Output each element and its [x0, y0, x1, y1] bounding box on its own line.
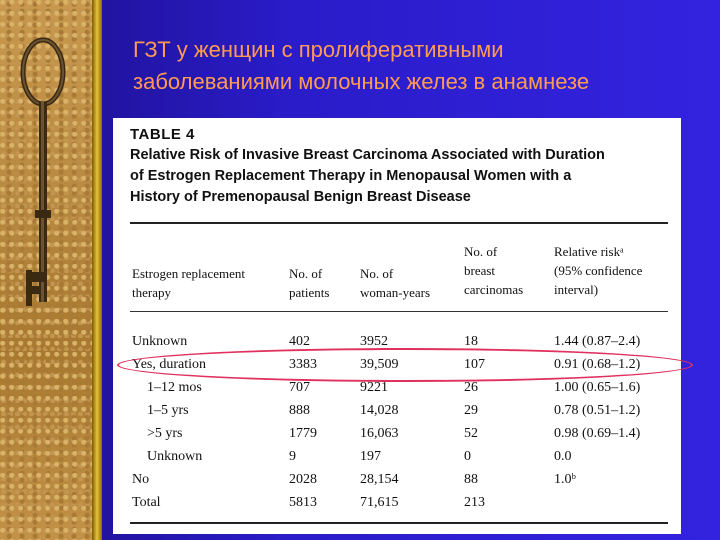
col-header-patients: No. of patients: [289, 266, 330, 300]
table-cell-carcinomas: 107: [464, 357, 485, 372]
table-cell-patients: 1779: [289, 426, 317, 441]
table-cell-woman-years: 39,509: [360, 357, 399, 372]
table-cell-woman-years: 197: [360, 449, 381, 464]
table-caption: [130, 124, 670, 208]
highlight-ellipse: [117, 348, 693, 382]
table-cell-label: Unknown: [147, 449, 203, 464]
table-image-panel: [113, 118, 681, 534]
title-line-1: ГЗТ у женщин с пролиферативными: [133, 37, 504, 62]
table-cell-carcinomas: 213: [464, 495, 485, 510]
table-cell-carcinomas: 52: [464, 426, 478, 441]
key-icon: [8, 30, 78, 330]
table-cell-rr: 1.44 (0.87–2.4): [554, 334, 641, 349]
table-cell-label: Unknown: [132, 334, 188, 349]
title-line-2: заболеваниями молочных желез в анамнезе: [133, 69, 590, 94]
table-cell-woman-years: 14,028: [360, 403, 399, 418]
table-bottom-rule: [130, 522, 668, 524]
table-row: [113, 380, 681, 403]
col-header-woman-years: No. of woman-years: [360, 266, 431, 300]
caption-line: of Estrogen Replacement Therapy in Menopausal Women with a: [130, 168, 572, 184]
table-cell-label: Total: [132, 495, 161, 510]
header-rule: [130, 311, 668, 312]
table-row: [113, 426, 681, 449]
table-cell-rr: 1.00 (0.65–1.6): [554, 380, 641, 395]
table-cell-patients: 2028: [289, 472, 317, 487]
table-cell-label: Yes, duration: [132, 357, 207, 372]
table-cell-patients: 707: [289, 380, 310, 395]
table-cell-rr: 0.91 (0.68–1.2): [554, 357, 641, 372]
table-cell-rr: 0.78 (0.51–1.2): [554, 403, 641, 418]
table-label: TABLE 4: [130, 126, 195, 143]
table-cell-carcinomas: 29: [464, 403, 478, 418]
table-cell-woman-years: 3952: [360, 334, 388, 349]
table-cell-carcinomas: 88: [464, 472, 478, 487]
table-cell-rr: 0.0: [554, 449, 572, 464]
table-cell-patients: 3383: [289, 357, 317, 372]
table-cell-rr: 0.98 (0.69–1.4): [554, 426, 641, 441]
caption-line: Relative Risk of Invasive Breast Carcinoma Associated with Duration: [130, 147, 605, 163]
gold-divider-bar: [92, 0, 102, 540]
col-header-carcinomas: No. of breast carcinomas: [464, 244, 524, 297]
table-row: [113, 495, 681, 518]
table-cell-patients: 888: [289, 403, 310, 418]
table-cell-carcinomas: 0: [464, 449, 471, 464]
table-cell-label: 1–5 yrs: [147, 403, 189, 418]
col-header-relative-risk: Relative riskᵃ (95% confidence interval): [554, 244, 643, 297]
table-cell-rr: 1.0ᵇ: [554, 472, 576, 487]
table-top-rule: [130, 222, 668, 224]
table-cell-label: No: [132, 472, 150, 487]
col-header-therapy: Estrogen replacement therapy: [132, 266, 245, 300]
table-cell-label: 1–12 mos: [147, 380, 202, 395]
table-cell-patients: 9: [289, 449, 296, 464]
table-cell-patients: 402: [289, 334, 310, 349]
table-row: [113, 472, 681, 495]
table-row: [113, 403, 681, 426]
table-cell-woman-years: 28,154: [360, 472, 399, 487]
table-row: [113, 449, 681, 472]
table-cell-carcinomas: 26: [464, 380, 478, 395]
table-cell-woman-years: 16,063: [360, 426, 399, 441]
decorative-texture-strip: [0, 0, 92, 540]
caption-line: History of Premenopausal Benign Breast Disease: [130, 189, 471, 205]
table-cell-woman-years: 71,615: [360, 495, 399, 510]
table-cell-label: >5 yrs: [147, 426, 183, 441]
table-cell-woman-years: 9221: [360, 380, 388, 395]
slide-title: [133, 34, 693, 98]
table-cell-patients: 5813: [289, 495, 317, 510]
table-cell-carcinomas: 18: [464, 334, 478, 349]
